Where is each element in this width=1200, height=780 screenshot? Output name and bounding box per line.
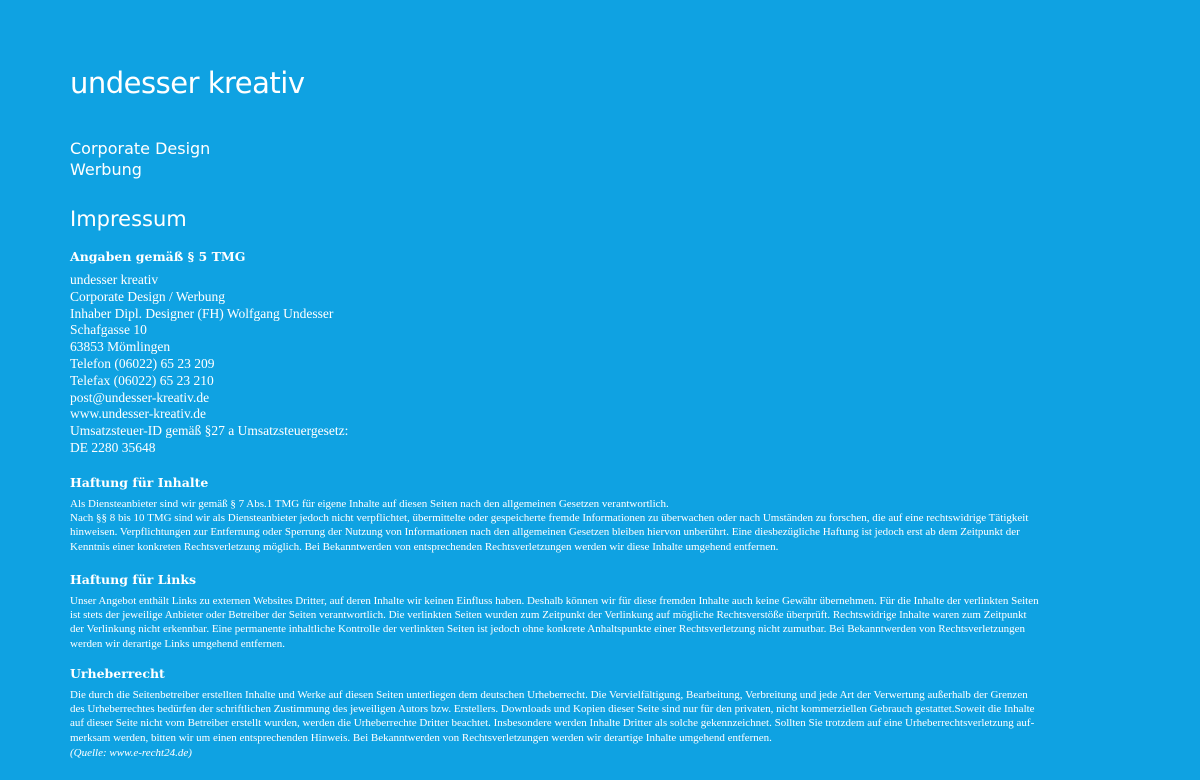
- text-line: werden wir derartige Links umgehend entfernen.: [70, 637, 286, 650]
- address-website-link[interactable]: www.undesser-kreativ.de: [70, 406, 206, 422]
- address-vat-id: DE 2280 35648: [70, 439, 156, 455]
- section-text-haftung-links: [70, 594, 1130, 651]
- text-line: auf dieser Seite nicht vom Betreiber erstellt wurden, werden die Urheberrechte Dritter beachtet. Insbesondere werden Inhalte Dritter als solche gekennzeichnet. Sollten Sie trotzdem auf eine Urheberrechtsverletzung auf-: [70, 717, 1035, 730]
- text-line: ist stets der jeweilige Anbieter oder Betreiber der Seiten verantwortlich. Die verlinkten Seiten wurden zum Zeitpunkt der Verlinkung auf mögliche Rechtsverstöße überprüft. Rechtswidrige Inhalte waren zum Zeitpunkt: [70, 609, 1027, 622]
- address-tagline: Corporate Design / Werbung: [70, 288, 226, 304]
- text-line: merksam werden, bitten wir um einen entsprechenden Hinweis. Bei Bekanntwerden von Rechtsverletzungen werden wir derartige Inhalte umgehend entfernen.: [70, 731, 772, 744]
- address-fax: Telefax (06022) 65 23 210: [70, 372, 214, 388]
- text-line: Nach §§ 8 bis 10 TMG sind wir als Diensteanbieter jedoch nicht verpflichtet, übermittelte oder gespeicherte fremde Informationen zu überwachen oder nach Umständen zu forschen, die auf eine rechtswidrige Tätigkeit: [70, 512, 1029, 525]
- address-city: 63853 Mömlingen: [70, 339, 171, 355]
- address-phone: Telefon (06022) 65 23 209: [70, 355, 215, 371]
- tmg-heading: Angaben gemäß § 5 TMG: [70, 249, 246, 264]
- section-text-haftung-inhalte: [70, 497, 1130, 554]
- page-title: Impressum: [70, 207, 187, 231]
- page-content: [70, 0, 1130, 780]
- section-heading-haftung-links: Haftung für Links: [70, 572, 197, 587]
- text-line: Kenntnis einer konkreten Rechtsverletzung möglich. Bei Bekanntwerden von entsprechenden Rechtsverletzungen werden wir diese Inhalte umgehend entfernen.: [70, 540, 779, 553]
- text-line: Die durch die Seitenbetreiber erstellten Inhalte und Werke auf diesen Seiten unterliegen dem deutschen Urheberrecht. Die Vervielfältigung, Bearbeitung, Verbreitung und jede Art der Verwertung außerhalb der Grenzen: [70, 689, 1028, 701]
- section-heading-urheberrecht: Urheberrecht: [70, 666, 165, 681]
- address-owner: Inhaber Dipl. Designer (FH) Wolfgang Undesser: [70, 305, 334, 321]
- text-line: Unser Angebot enthält Links zu externen Websites Dritter, auf deren Inhalte wir keinen Einfluss haben. Deshalb können wir für diese fremden Inhalte auch keine Gewähr übernehmen. Für die Inhalte der verlinkten Seiten: [70, 595, 1039, 607]
- address-vat-label: Umsatzsteuer-ID gemäß §27 a Umsatzsteuergesetz:: [70, 423, 349, 439]
- nav-item-corporate-design[interactable]: Corporate Design: [70, 139, 211, 158]
- address-block: [70, 272, 348, 457]
- section-text-urheberrecht: [70, 688, 1130, 745]
- section-heading-haftung-inhalte: Haftung für Inhalte: [70, 475, 209, 490]
- site-logo[interactable]: undesser kreativ: [70, 66, 305, 100]
- address-street: Schafgasse 10: [70, 322, 147, 338]
- text-line: des Urheberrechtes bedürfen der schriftlichen Zustimmung des jeweiligen Autors bzw. Erstellers. Downloads und Kopien dieser Seite sind nur für den privaten, nicht kommerziellen Gebrauch gestattet.Soweit die Inhalte: [70, 703, 1035, 716]
- address-company: undesser kreativ: [70, 272, 159, 287]
- nav-item-werbung[interactable]: Werbung: [70, 160, 142, 179]
- text-line: Als Diensteanbieter sind wir gemäß § 7 Abs.1 TMG für eigene Inhalte auf diesen Seiten nach den allgemeinen Gesetzen verantwortlich.: [70, 498, 669, 510]
- text-line: der Verlinkung nicht erkennbar. Eine permanente inhaltliche Kontrolle der verlinkten Seiten ist jedoch ohne konkrete Anhaltspunkte einer Rechtsverletzung nicht zumutbar. Bei Bekanntwerden von Rechtsverletzungen: [70, 623, 1025, 636]
- address-email-link[interactable]: post@undesser-kreativ.de: [70, 389, 210, 405]
- main-nav: [70, 138, 210, 180]
- text-line: hinweisen. Verpflichtungen zur Entfernung oder Sperrung der Nutzung von Informationen nach den allgemeinen Gesetzen bleiben hiervon unberührt. Eine diesbezügliche Haftung ist jedoch erst ab dem Zeitpunkt der: [70, 526, 1020, 539]
- source-note: (Quelle: www.e-recht24.de): [70, 747, 192, 759]
